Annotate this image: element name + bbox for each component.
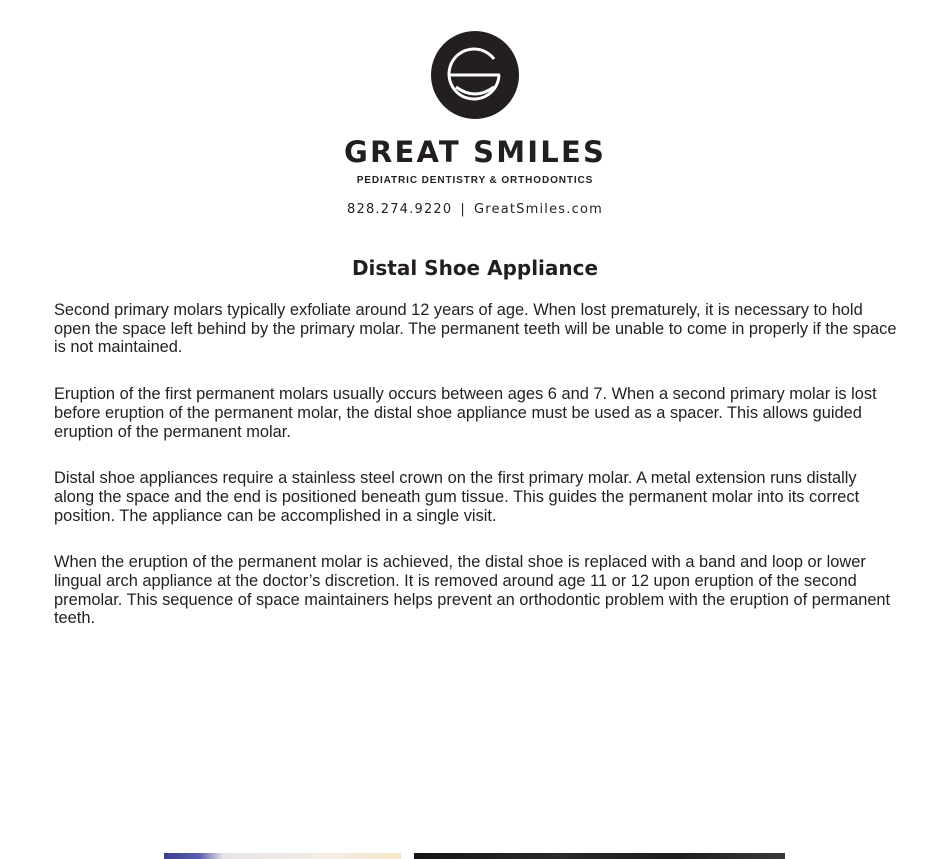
phone-number: 828.274.9220 xyxy=(347,202,453,217)
paragraph: Eruption of the first permanent molars usually occurs between ages 6 and 7. When a second primary molar is lost before eruption of the permanent molar, the distal shoe appliance must be used as a spacer. This allows guided eruption of the permanent molar. xyxy=(54,385,877,441)
great-smiles-logo-icon xyxy=(431,31,519,119)
photo-left xyxy=(164,853,401,859)
paragraph: Distal shoe appliances require a stainless steel crown on the first primary molar. A metal extension runs distally along the space and the end is positioned beneath gum tissue. This guides the permanent molar into its correct position. The appliance can be accomplished in a single visit. xyxy=(54,469,860,525)
brand-tagline: PEDIATRIC DENTISTRY & ORTHODONTICS xyxy=(356,175,594,186)
brand-name: GREAT SMILES xyxy=(343,135,607,169)
page-title: Distal Shoe Appliance xyxy=(351,256,599,280)
website-link[interactable]: GreatSmiles.com xyxy=(473,202,603,217)
paragraph: Second primary molars typically exfoliate around 12 years of age. When lost prematurely, it is necessary to hold open the space left behind by the primary molar. The permanent teeth will be unable to come in properly if the space is not maintained. xyxy=(54,301,897,357)
contact-separator: | xyxy=(460,202,466,217)
photo-right xyxy=(414,853,785,859)
paragraph: When the eruption of the permanent molar is achieved, the distal shoe is replaced with a band and loop or lower lingual arch appliance at the doctor’s discretion. It is removed around age 11 or 12 upon eruption of the second premolar. This sequence of space maintainers helps prevent an orthodontic problem with the eruption of permanent teeth. xyxy=(54,553,891,628)
contact-line xyxy=(0,200,950,220)
article-body xyxy=(54,301,899,656)
